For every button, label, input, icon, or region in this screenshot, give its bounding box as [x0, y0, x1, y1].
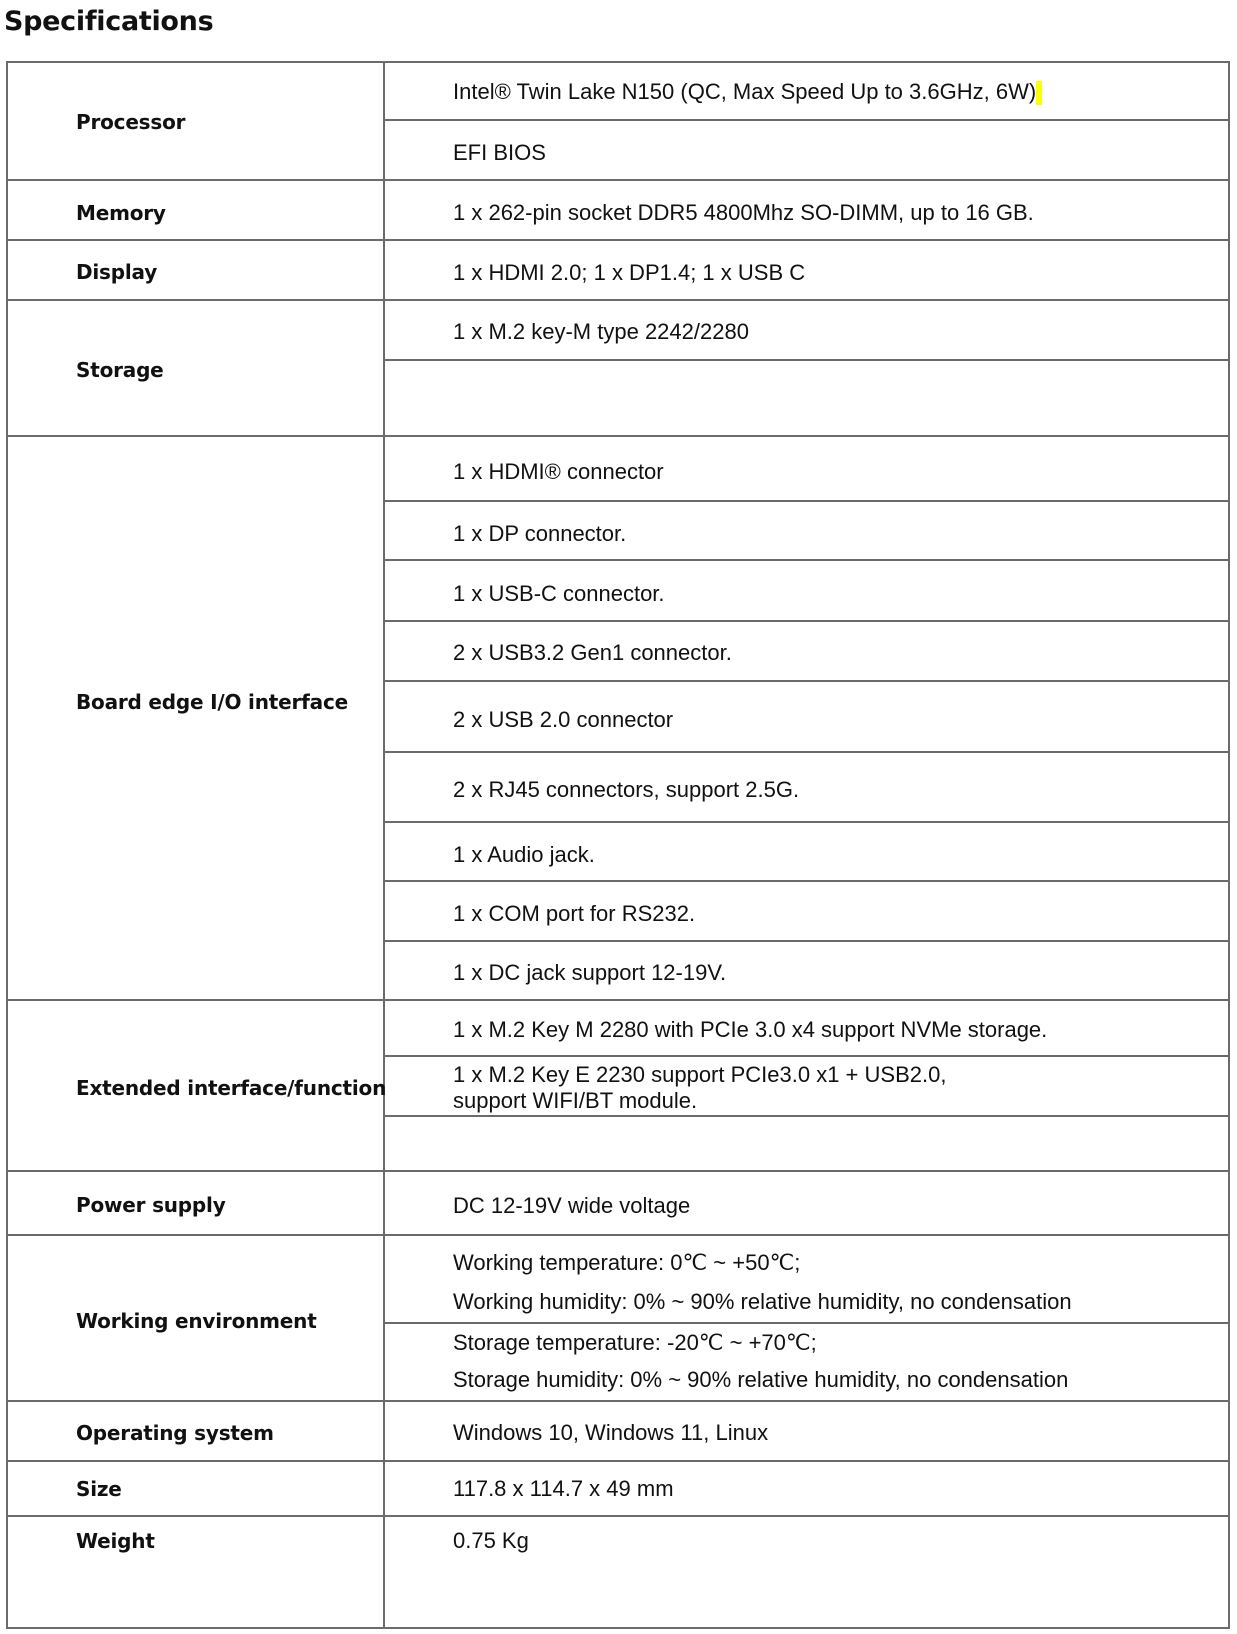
label-environment: Working environment [76, 1309, 317, 1333]
row-divider [385, 821, 1228, 823]
row-divider [385, 1322, 1228, 1324]
row-divider [385, 940, 1228, 942]
value-power: DC 12-19V wide voltage [453, 1193, 691, 1218]
value-processor-cpu: Intel® Twin Lake N150 (QC, Max Speed Up to 3.6GHz, 6W) [453, 78, 1042, 105]
value-io-dc: 1 x DC jack support 12-19V. [453, 960, 727, 985]
row-divider [8, 1234, 1228, 1236]
row-divider [385, 880, 1228, 882]
value-io-hdmi: 1 x HDMI® connector [453, 459, 664, 484]
value-io-usb20: 2 x USB 2.0 connector [453, 707, 674, 732]
value-io-dp: 1 x DP connector. [453, 521, 627, 546]
row-divider [385, 1055, 1228, 1057]
label-processor: Processor [76, 110, 186, 134]
row-divider [385, 119, 1228, 121]
specifications-table [6, 61, 1230, 1629]
label-memory: Memory [76, 201, 166, 225]
label-os: Operating system [76, 1421, 274, 1445]
value-env-store-humid: Storage humidity: 0% ~ 90% relative humidity, no condensation [453, 1367, 1069, 1392]
row-divider [8, 1170, 1228, 1172]
value-extended-m2e: 1 x M.2 Key E 2230 support PCIe3.0 x1 + USB2.0, [453, 1062, 947, 1087]
label-weight: Weight [76, 1529, 155, 1553]
row-divider [8, 435, 1228, 437]
row-divider [8, 179, 1228, 181]
row-divider [8, 1515, 1228, 1517]
label-size: Size [76, 1477, 122, 1501]
value-extended-m2m: 1 x M.2 Key M 2280 with PCIe 3.0 x4 support NVMe storage. [453, 1017, 1048, 1042]
label-extended: Extended interface/function [76, 1076, 387, 1100]
row-divider [8, 239, 1228, 241]
value-weight: 0.75 Kg [453, 1528, 529, 1553]
row-divider [385, 620, 1228, 622]
label-io: Board edge I/O interface [76, 690, 348, 714]
row-divider [8, 299, 1228, 301]
row-divider [385, 751, 1228, 753]
value-io-usb32: 2 x USB3.2 Gen1 connector. [453, 640, 732, 665]
value-display: 1 x HDMI 2.0; 1 x DP1.4; 1 x USB C [453, 260, 806, 285]
value-io-audio: 1 x Audio jack. [453, 842, 595, 867]
value-env-work-temp: Working temperature: 0℃ ~ +50℃; [453, 1250, 801, 1275]
value-env-work-humid: Working humidity: 0% ~ 90% relative humidity, no condensation [453, 1289, 1072, 1314]
row-divider [385, 359, 1228, 361]
value-processor-bios: EFI BIOS [453, 140, 546, 165]
row-divider [8, 1400, 1228, 1402]
value-io-usbc: 1 x USB-C connector. [453, 581, 665, 606]
label-display: Display [76, 260, 158, 284]
value-env-store-temp: Storage temperature: -20℃ ~ +70℃; [453, 1330, 817, 1355]
value-size: 117.8 x 114.7 x 49 mm [453, 1476, 674, 1501]
value-io-rj45: 2 x RJ45 connectors, support 2.5G. [453, 777, 800, 802]
row-divider [385, 559, 1228, 561]
row-divider [385, 500, 1228, 502]
highlight-mark [1036, 81, 1042, 105]
row-divider [385, 680, 1228, 682]
value-io-com: 1 x COM port for RS232. [453, 901, 696, 926]
value-extended-m2e-2: support WIFI/BT module. [453, 1088, 698, 1113]
row-divider [8, 999, 1228, 1001]
value-os: Windows 10, Windows 11, Linux [453, 1420, 769, 1445]
label-storage: Storage [76, 358, 164, 382]
value-memory: 1 x 262-pin socket DDR5 4800Mhz SO-DIMM, up to 16 GB. [453, 200, 1034, 225]
column-divider [383, 63, 385, 1627]
row-divider [385, 1115, 1228, 1117]
row-divider [8, 1460, 1228, 1462]
value-storage: 1 x M.2 key-M type 2242/2280 [453, 319, 749, 344]
label-power: Power supply [76, 1193, 226, 1217]
page-title: Specifications [4, 6, 214, 37]
